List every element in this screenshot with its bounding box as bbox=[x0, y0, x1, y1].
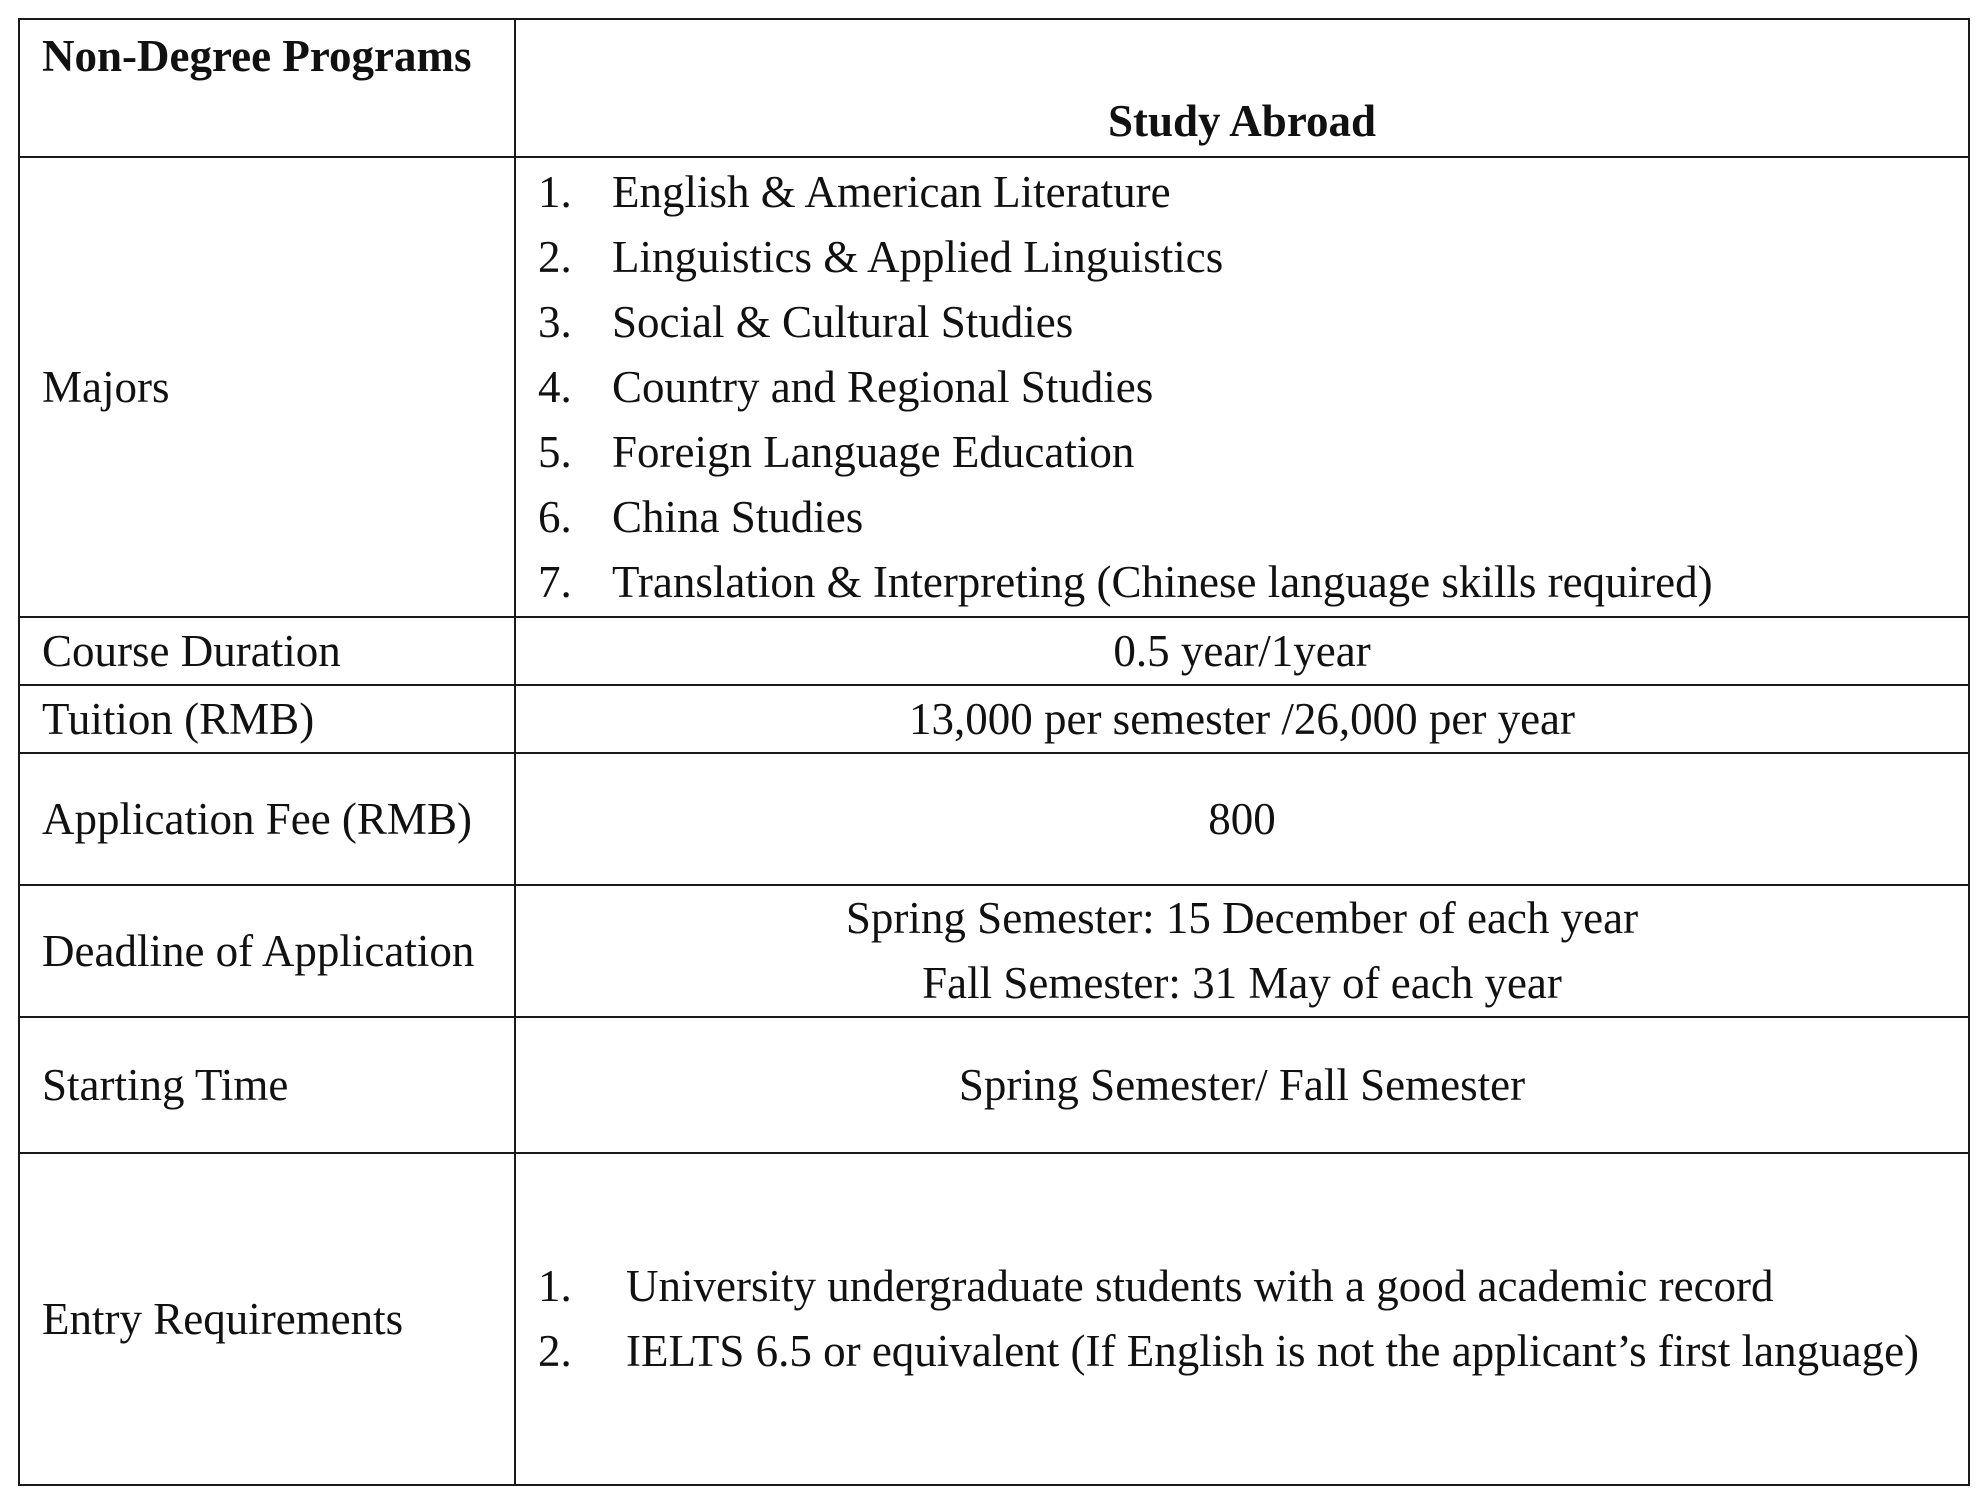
duration-label-cell bbox=[19, 617, 515, 685]
starting-time-label-cell bbox=[19, 1017, 515, 1153]
table-row-application-fee bbox=[19, 753, 1969, 885]
header-label: Non-Degree Programs bbox=[42, 31, 472, 81]
list-item bbox=[538, 225, 1968, 290]
application-fee-value-cell bbox=[515, 753, 1969, 885]
header-label-cell bbox=[19, 19, 515, 157]
tuition-value-cell bbox=[515, 685, 1969, 753]
list-item-number: 5. bbox=[538, 426, 572, 477]
duration-label: Course Duration bbox=[42, 625, 341, 676]
list-item-text: Translation & Interpreting (Chinese language skills required) bbox=[612, 556, 1713, 607]
tuition-label: Tuition (RMB) bbox=[42, 693, 315, 744]
application-fee-value: 800 bbox=[1208, 793, 1276, 844]
entry-requirements-label: Entry Requirements bbox=[42, 1293, 404, 1344]
starting-time-value: Spring Semester/ Fall Semester bbox=[958, 1059, 1526, 1110]
majors-list bbox=[516, 160, 1968, 615]
entry-requirements-value-cell bbox=[515, 1153, 1969, 1485]
header-value: Study Abroad bbox=[1107, 96, 1377, 146]
list-item-number: 7. bbox=[538, 556, 572, 607]
table-row-majors bbox=[19, 157, 1969, 617]
table-header-row bbox=[19, 19, 1969, 157]
header-value-cell bbox=[515, 19, 1969, 157]
list-item-text: Social & Cultural Studies bbox=[612, 296, 1074, 347]
list-item-number: 6. bbox=[538, 491, 572, 542]
table-row-duration bbox=[19, 617, 1969, 685]
list-item bbox=[538, 550, 1968, 615]
list-item bbox=[538, 420, 1968, 485]
tuition-value: 13,000 per semester /26,000 per year bbox=[908, 693, 1576, 744]
table-row-deadline bbox=[19, 885, 1969, 1017]
list-item-text: China Studies bbox=[612, 491, 864, 542]
list-item-number: 3. bbox=[538, 296, 572, 347]
list-item bbox=[538, 1319, 1942, 1384]
list-item-number: 1. bbox=[538, 1261, 572, 1311]
list-item-number: 4. bbox=[538, 361, 572, 412]
starting-time-label: Starting Time bbox=[42, 1059, 289, 1110]
majors-value-cell bbox=[515, 157, 1969, 617]
duration-value: 0.5 year/1year bbox=[1113, 625, 1371, 676]
deadline-value-cell bbox=[515, 885, 1969, 1017]
list-item bbox=[538, 355, 1968, 420]
table-row-tuition bbox=[19, 685, 1969, 753]
tuition-label-cell bbox=[19, 685, 515, 753]
list-item-text: Foreign Language Education bbox=[612, 426, 1135, 477]
majors-label-cell bbox=[19, 157, 515, 617]
list-item-text: University undergraduate students with a good academic record bbox=[626, 1261, 1774, 1311]
starting-time-value-cell bbox=[515, 1017, 1969, 1153]
list-item-number: 2. bbox=[538, 231, 572, 282]
list-item-number: 1. bbox=[538, 166, 572, 217]
deadline-spring: Spring Semester: 15 December of each year bbox=[845, 893, 1639, 943]
application-fee-label-cell bbox=[19, 753, 515, 885]
list-item-text: IELTS 6.5 or equivalent (If English is not the applicant’s first language) bbox=[626, 1326, 1920, 1376]
entry-requirements-label-cell bbox=[19, 1153, 515, 1485]
list-item bbox=[538, 1254, 1942, 1319]
entry-requirements-list bbox=[516, 1254, 1968, 1384]
deadline-label-cell bbox=[19, 885, 515, 1017]
list-item bbox=[538, 160, 1968, 225]
deadline-label: Deadline of Application bbox=[42, 925, 475, 976]
deadline-fall: Fall Semester: 31 May of each year bbox=[922, 958, 1562, 1008]
list-item-text: Country and Regional Studies bbox=[612, 361, 1154, 412]
list-item bbox=[538, 290, 1968, 355]
list-item bbox=[538, 485, 1968, 550]
table-row-entry-requirements bbox=[19, 1153, 1969, 1485]
list-item-text: English & American Literature bbox=[612, 166, 1171, 217]
list-item-number: 2. bbox=[538, 1326, 572, 1376]
application-fee-label: Application Fee (RMB) bbox=[42, 793, 472, 844]
duration-value-cell bbox=[515, 617, 1969, 685]
table-row-starting-time bbox=[19, 1017, 1969, 1153]
majors-label: Majors bbox=[42, 361, 170, 412]
list-item-text: Linguistics & Applied Linguistics bbox=[612, 231, 1224, 282]
program-info-table bbox=[18, 18, 1970, 1486]
